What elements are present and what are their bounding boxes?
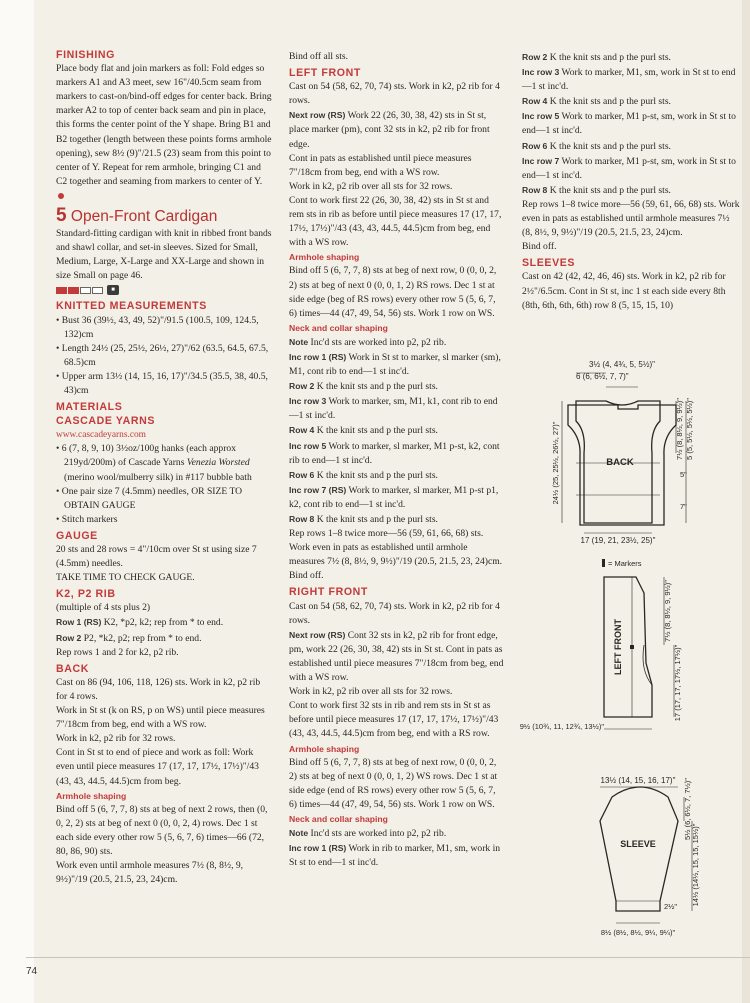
- lf-row-6: Row 6 K the knit sts and p the purl sts.: [289, 469, 438, 481]
- rf-row-7: Inc row 7 Work to marker, M1 p-st, sm, work in St st to end—1 st inc'd.: [522, 155, 736, 181]
- rf-row-3: Inc row 3 Work to marker, M1, sm, work in St st to end—1 st inc'd.: [522, 67, 736, 93]
- gauge-heading: GAUGE: [56, 529, 98, 542]
- left-front-shape: [604, 577, 652, 717]
- back-right-mid-label: 5 (5, 5½, 5½, 5½)": [685, 398, 694, 460]
- material-markers: • Stitch markers: [56, 513, 118, 525]
- rf-armhole: Bind off 5 (6, 7, 7, 8) sts at beg of next row, 0 (0, 0, 2, 2) sts at beg of next 0 (0, 0, 1, 2) WS rows. Dec 1 st at side edge (end of RS rows) every other row 5 (5, 6, 7, 6) times—44 (47, 49, 54, 56) sts. Work 1 row on WS.: [289, 756, 498, 810]
- finishing-heading: FINISHING: [56, 49, 115, 61]
- lf-row-3: Inc row 3 Work to marker, sm, M1, k1, cont rib to end—1 st inc'd.: [289, 396, 498, 422]
- column-3: [522, 50, 740, 313]
- lf-row-5: Inc row 5 Work to marker, sl marker, M1 p-st, k2, cont rib to end—1 st inc'd.: [289, 440, 500, 466]
- project-number: 5: [56, 205, 67, 227]
- back-armhole-heading: Armhole shaping: [56, 790, 127, 801]
- sleeve-cuff-label: 2½": [664, 902, 678, 911]
- rf-bind-off: Bind off.: [522, 241, 557, 253]
- project-intro: Standard-fitting cardigan with knit in ribbed front bands and shawl collar, and set-in sleeves. Sized for Small, Medium, Large, X-Large and XX-Large and shown in size Small on page 46.: [56, 228, 272, 282]
- column-2: [289, 50, 505, 870]
- lf-p3: Cont in pats as established until piece measures 7"/18cm from beg, end with a WS row.: [289, 152, 472, 178]
- gauge-check: TAKE TIME TO CHECK GAUGE.: [56, 572, 195, 584]
- back-right-7-label: 7": [680, 502, 687, 511]
- rib-row-1: Row 1 (RS) K2, *p2, k2; rep from * to end.: [56, 617, 224, 629]
- rf-armhole-heading: Armhole shaping: [289, 743, 360, 754]
- measurement-upper-arm: • Upper arm 13½ (14, 15, 16, 17)"/34.5 (35.5, 38, 40.5, 43)cm: [56, 370, 268, 396]
- lf-row-8: Row 8 K the knit sts and p the purl sts.: [289, 514, 438, 525]
- back-p3: Work in k2, p2 rib for 32 rows.: [56, 733, 176, 745]
- project-name: Open-Front Cardigan: [70, 208, 218, 226]
- marker-legend-icon: [602, 559, 605, 567]
- sleeve-bottom-label: 8½ (8½, 8½, 9¼, 9¼)": [600, 928, 676, 937]
- back-label: BACK: [606, 457, 634, 468]
- lf-row-7: Inc row 7 (RS) Work to marker, sl marker, M1 p-st p1, k2, cont rib to end—1 st inc'd.: [289, 484, 499, 510]
- lf-neck-heading: Neck and collar shaping: [289, 322, 388, 333]
- rf-p3: Work in k2, p2 rib over all sts for 32 rows.: [289, 686, 453, 698]
- back-p1: Cast on 86 (94, 106, 118, 126) sts. Work in k2, p2 rib for 4 rows.: [56, 676, 261, 702]
- lf-row-1: Inc row 1 (RS) Work in St st to marker, sl marker (sm), M1, cont rib to end—1 st inc'd.: [289, 351, 501, 378]
- schematic-diagrams: [519, 345, 750, 945]
- rf-p4: Cont to work first 32 sts in rib and rem sts in St st as before until piece measures 17 (17, 17, 17½, 17½)"/43 (43, 43, 44.5, 44.5)cm from beg, end with a RS row.: [289, 700, 499, 740]
- lf-repeat: Rep rows 1–8 twice more—56 (59, 61, 66, 68) sts. Work even in pats as established until armhole measures 7½ (8, 8½, 9, 9½)"/19 (20.5, 21.5, 23, 24)cm. Bind off.: [289, 528, 503, 582]
- back-right-upper-label: 7½ (8, 8½, 9, 9½)": [675, 398, 684, 460]
- lf-row-4: Row 4 K the knit sts and p the purl sts.: [289, 425, 438, 437]
- back-armhole: Bind off 5 (6, 7, 7, 8) sts at beg of next 2 rows, then (0, 0, 2, 2) sts at beg of next 0 (0, 0, 2, 4) rows. Dec 1 st each side every other row 5 (5, 6, 7, 6) times—66 (72, 80, 86, 90) sts.: [56, 803, 268, 857]
- sleeve-label: SLEEVE: [620, 839, 656, 849]
- footer-rule: [26, 957, 750, 958]
- sleeve-right-upper-label: 5½ (6, 6½, 7, 7½)": [683, 778, 692, 840]
- yarn-brand: CASCADE YARNS: [56, 415, 156, 428]
- lf-row-2: Row 2 K the knit sts and p the purl sts.: [289, 381, 438, 393]
- back-work-even: Work even until armhole measures 7½ (8, 8½, 9, 9½)"/19 (20.5, 21.5, 23, 24)cm.: [56, 860, 244, 886]
- rf-row-1: Inc row 1 (RS) Work in rib to marker, M1, sm, work in St st to end—1 st inc'd.: [289, 843, 501, 869]
- yarn-url[interactable]: www.cascadeyarns.com: [56, 430, 146, 441]
- gauge-text: 20 sts and 28 rows = 4"/10cm over St st using size 7 (4.5mm) needles.: [56, 544, 257, 570]
- sleeves-heading: SLEEVES: [522, 257, 576, 270]
- left-margin: [0, 0, 34, 1003]
- back-top-inner-label: 6 (6, 6½, 7, 7)": [576, 372, 629, 381]
- rib-heading: K2, P2 RIB: [56, 588, 116, 601]
- lf-armhole: Bind off 5 (6, 7, 7, 8) sts at beg of next row, 0 (0, 0, 2, 2) sts at beg of next 0 (0, 0, 1, 2) RS rows. Dec 1 st at side edge (beg of RS rows) every other row 5 (5, 6, 7, 6) times—44 (47, 49, 54, 56) sts. Work 1 row on WS.: [289, 265, 497, 319]
- back-left-label: 24½ (25, 25½, 26½, 27)": [551, 421, 560, 505]
- page-number: 74: [26, 966, 38, 977]
- measurement-bust: • Bust 36 (39½, 43, 49, 52)"/91.5 (100.5, 109, 124.5, 132)cm: [56, 314, 259, 340]
- rib-repeat: Rep rows 1 and 2 for k2, p2 rib.: [56, 646, 179, 658]
- rf-note: Note Inc'd sts are worked into p2, p2 rib.: [289, 828, 447, 840]
- left-front-right-lower-label: 17 (17, 17, 17½, 17½)": [673, 644, 682, 722]
- back-p4: Cont in St st to end of piece and work as foll: Work even until piece measures 17 (17, 17, 17½, 17½)"/43 (43, 43, 44.5, 44.5)cm from beg.: [56, 747, 259, 787]
- back-top-outer-label: 3½ (4, 4¾, 5, 5½)": [589, 360, 655, 369]
- sleeves-text: Cast on 42 (42, 42, 46, 46) sts. Work in k2, p2 rib for 2½"/6.5cm. Cont in St st, inc 1 st each side every 8th (8th, 6th, 6th, 6th) row 8 (5, 15, 15, 10): [522, 271, 726, 311]
- back-p2: Work in St st (k on RS, p on WS) until piece measures 7"/18cm from beg, end with a WS row.: [56, 705, 265, 731]
- back-heading: BACK: [56, 662, 90, 675]
- rf-p1: Cast on 54 (58, 62, 70, 74) sts. Work in k2, p2 rib for 4 rows.: [289, 600, 500, 626]
- column-1: [56, 46, 272, 887]
- material-needles: • One pair size 7 (4.5mm) needles, OR SIZE TO OBTAIN GAUGE: [56, 485, 243, 511]
- back-right-5-label: 5": [680, 470, 687, 479]
- rf-p2: Next row (RS) Cont 32 sts in k2, p2 rib for front edge, pm, work 22 (26, 30, 38, 42) sts in St st. Cont in pats as established until piece measures 7"/18cm from beg, end with a WS row.: [289, 629, 504, 684]
- skill-level-icon: [56, 285, 272, 295]
- rf-row-6: Row 6 K the knit sts and p the purl sts.: [522, 140, 671, 152]
- lf-note: Note Inc'd sts are worked into p2, p2 rib.: [289, 336, 447, 348]
- measurements-heading: KNITTED MEASUREMENTS: [56, 300, 207, 313]
- lf-p4: Work in k2, p2 rib over all sts for 32 rows.: [289, 180, 453, 192]
- markers-legend: = Markers: [608, 559, 642, 568]
- measurement-length: • Length 24½ (25, 25½, 26½, 27)"/62 (63.5, 64.5, 67.5, 68.5)cm: [56, 342, 269, 368]
- left-front-bottom-label: 9½ (10¾, 11, 12¾, 13½)": [519, 722, 604, 731]
- rib-note: (multiple of 4 sts plus 2): [56, 602, 151, 614]
- material-yarn: • 6 (7, 8, 9, 10) 3½oz/100g hanks (each approx 219yd/200m) of Cascade Yarns Venezia Worsted (merino wool/mulberry silk) in #117 bubble bath: [56, 443, 252, 483]
- rf-row-4: Row 4 K the knit sts and p the purl sts.: [522, 96, 671, 108]
- sleeve-top-label: 13½ (14, 15, 16, 17)": [600, 776, 676, 785]
- lf-p5: Cont to work first 22 (26, 30, 38, 42) sts in St st and rem sts in rib as before until piece measures 17 (17, 17, 17½, 17½)"/43 (43, 43, 44.5, 44.5)cm from beg, end with a WS row.: [289, 194, 502, 249]
- marker-icon: [630, 645, 634, 649]
- lf-p2: Next row (RS) Work 22 (26, 30, 38, 42) sts in St st, place marker (pm), cont 32 sts in k2, p2 rib for front edge.: [289, 110, 490, 150]
- sleeve-right-lower-label: 14½ (14½, 15, 15, 15½)": [691, 823, 700, 907]
- materials-heading: MATERIALS: [56, 401, 123, 414]
- left-front-right-upper-label: 7½ (8, 8½, 9, 9½)": [663, 580, 672, 642]
- back-bottom-label: 17 (19, 21, 23½, 25)": [580, 536, 656, 545]
- rf-repeat: Rep rows 1–8 twice more—56 (59, 61, 66, 68) sts. Work even in pats as established until armhole measures 7½ (8, 8½, 9, 9½)"/19 (20.5, 21.5, 23, 24)cm.: [522, 198, 740, 239]
- sleeve-shape: [600, 787, 678, 911]
- lf-armhole-heading: Armhole shaping: [289, 252, 360, 263]
- rf-neck-heading: Neck and collar shaping: [289, 813, 388, 824]
- lf-p1: Cast on 54 (58, 62, 70, 74) sts. Work in k2, p2 rib for 4 rows.: [289, 81, 500, 107]
- right-front-heading: RIGHT FRONT: [289, 586, 368, 599]
- left-front-label: LEFT FRONT: [613, 619, 623, 675]
- skill-mark-icon: ■: [107, 285, 119, 295]
- rf-row-2: Row 2 K the knit sts and p the purl sts.: [522, 52, 671, 63]
- finishing-text: Place body flat and join markers as foll: Fold edges so markers A1 and A3 meet, sew 16"/40.5cm seam from markers to cast-on/bind-off edges for center back. Bring marker A2 to top of center back seam and pin in place, this forms the center point of the Y shape. Bring B1 and B2 together (length between these points forms armhole opening), sew 8½ (9)"/21.5 (23) seam from this point to center of Y. Repeat for rem armhole, bringing C1 and C2 together and seaming from markers to center of Y.: [56, 62, 272, 203]
- rf-row-8: Row 8 K the knit sts and p the purl sts.: [522, 184, 671, 196]
- back-bind-off: Bind off all sts.: [289, 51, 348, 62]
- project-title: [56, 206, 272, 227]
- left-front-heading: LEFT FRONT: [289, 67, 361, 80]
- rib-row-2: Row 2 P2, *k2, p2; rep from * to end.: [56, 632, 202, 644]
- end-bullet-icon: [58, 193, 64, 199]
- rf-row-5: Inc row 5 Work to marker, M1 p-st, sm, work in St st to end—1 st inc'd.: [522, 111, 736, 137]
